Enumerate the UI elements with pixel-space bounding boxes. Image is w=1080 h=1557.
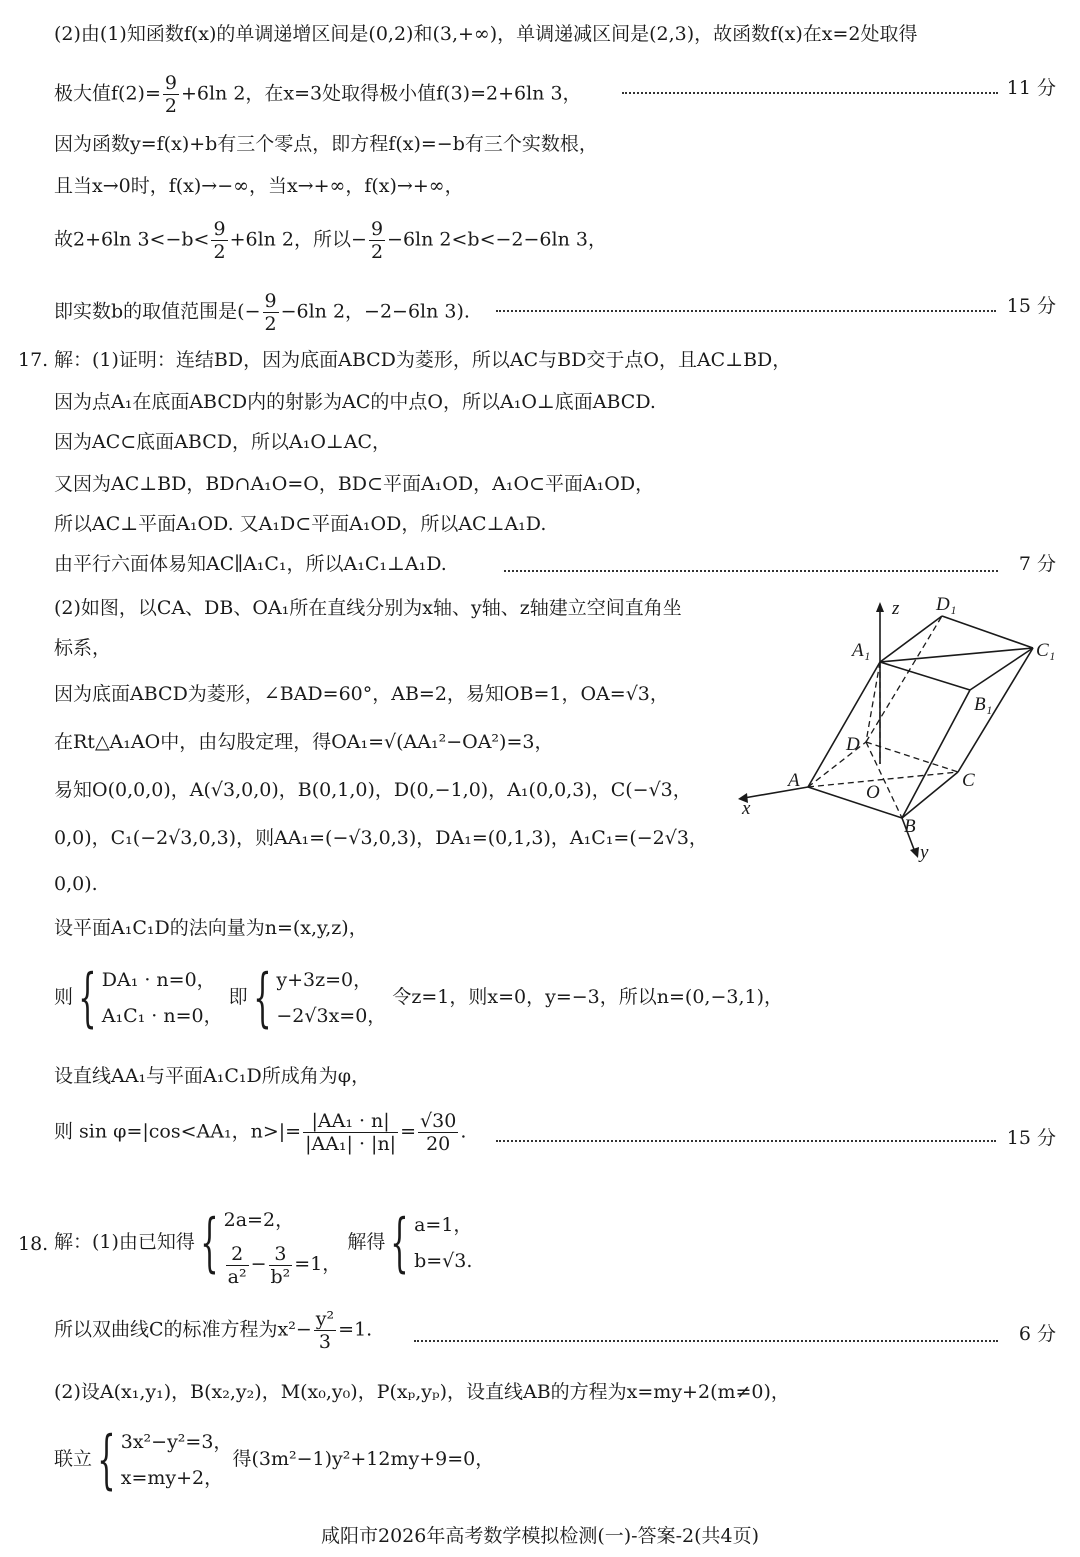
s17-line3: 因为AC⊂底面ABCD，所以A₁O⊥AC， (54, 431, 392, 453)
label-A1: A₁ (852, 640, 871, 661)
s16-min-text: +6ln 2，在x=3处取得极小值f(3)=2+6ln 3， (180, 82, 582, 105)
s16-line4: 且当x→0时，f(x)→−∞，当x→+∞，f(x)→+∞， (54, 175, 464, 197)
s17-line6: 由平行六面体易知AC∥A₁C₁，所以A₁C₁⊥A₁D. (54, 553, 447, 575)
edge-A1C1 (880, 648, 1033, 662)
fraction-y2-3: $\frac{\text{y²}}{3}$ (315, 1308, 335, 1353)
system-vector: DA₁ · n=0， A₁C₁ · n=0， (101, 969, 223, 1027)
edge-DD1-hidden (866, 616, 942, 742)
diag-AC-hidden (808, 772, 958, 787)
fraction-9-2: $\frac{9}{2}$ (264, 290, 277, 335)
edge-BC (902, 772, 958, 818)
dotted-leader (504, 570, 998, 572)
s18-line4: 联立{ 3x²−y²=3， x=my+2， 得(3m²−1)y²+12my+9=0， (54, 1423, 495, 1497)
s17-system-line: 则{ DA₁ · n=0， A₁C₁ · n=0， 即{ y+3z=0， −2√3x=0， 令z=1，则x=0，y=−3，所以n=(0,−3,1)， (54, 961, 784, 1035)
question-number-17: 17. (18, 349, 49, 371)
y-axis-arrow (910, 847, 919, 858)
system-given: 2a=2， $\frac{2}{\text{a²}}$ − $\frac{3}{\text{b²}}$ =1， (223, 1209, 342, 1288)
edge-D1C1 (942, 616, 1033, 648)
left-brace: { (390, 1205, 409, 1280)
label-y: y (920, 842, 929, 863)
score-6: 6 分 (1018, 1323, 1056, 1345)
s16-max-text: 极大值f(2)= (54, 82, 161, 105)
edge-AB (808, 787, 902, 818)
system-solution: a=1， b=√3. (414, 1213, 473, 1272)
fraction-sqrt30-20: $\frac{√30}{20}$ (420, 1110, 457, 1155)
left-brace: { (78, 961, 97, 1035)
parallelepiped-figure (730, 592, 1070, 872)
score-11: 11 分 (1006, 77, 1056, 99)
s17-p2-line2: 标系， (54, 637, 112, 659)
s16-line6: 即实数b的取值范围是(− $\frac{9}{2}$ −6ln 2，−2−6ln 3). (54, 290, 470, 335)
s17-line1: 解：(1)证明：连结BD，因为底面ABCD为菱形，所以AC与BD交于点O，且AC⊥BD， (54, 349, 792, 371)
s17-p2-line3: 因为底面ABCD为菱形，∠BAD=60°，AB=2，易知OB=1，OA=√3， (54, 683, 669, 705)
label-D: D (846, 734, 860, 755)
fraction-dot-over-norms: $\frac{\text{|AA₁ · n|}}{\text{|AA₁| · |n|}}$ (305, 1110, 397, 1155)
fraction-9-2: $\frac{9}{2}$ (164, 72, 177, 117)
fraction-9-2: $\frac{9}{2}$ (370, 218, 384, 263)
score-15: 15 分 (1006, 295, 1056, 317)
s17-p2-line1: (2)如图，以CA、DB、OA₁所在直线分别为x轴、y轴、z轴建立空间直角坐 (54, 597, 682, 619)
dotted-leader (496, 1140, 996, 1142)
s17-p2-line7: 0,0). (54, 873, 98, 895)
edge-A1B1 (880, 662, 970, 690)
s16-line5: 故2+6ln 3<−b< $\frac{9}{2}$ +6ln 2，所以− $\frac{9}{2}$ −6ln 2<b<−2−6ln 3， (54, 218, 607, 263)
fraction-3-b2: $\frac{3}{\text{b²}}$ (270, 1242, 291, 1288)
s17-sin-line: 则 sin φ=|cos<AA₁，n>|= $\frac{\text{|AA₁ · n|}}{\text{|AA₁| · |n|}}$ = $\frac{√30}{20}$ . (54, 1110, 467, 1155)
score-7: 7 分 (1018, 553, 1056, 575)
fraction-9-2: $\frac{9}{2}$ (213, 218, 226, 263)
label-A: A (788, 770, 800, 791)
label-x: x (742, 798, 751, 819)
page-footer: 咸阳市2026年高考数学模拟检测(一)-答案-2(共4页) (320, 1525, 760, 1547)
s16-p2-line2 (54, 72, 582, 117)
label-D1: D₁ (936, 594, 957, 615)
dotted-leader (496, 310, 996, 312)
s17-line5: 所以AC⊥平面A₁OD. 又A₁D⊂平面A₁OD，所以AC⊥A₁D. (54, 513, 547, 535)
s16-line3: 因为函数y=f(x)+b有三个零点，即方程f(x)=−b有三个实数根， (54, 133, 598, 155)
s16-p2-line1: (2)由(1)知函数f(x)的单调递增区间是(0,2)和(3,+∞)，单调递减区间是(2,3)，故函数f(x)在x=2处取得 (54, 23, 918, 45)
label-B1: B₁ (974, 694, 993, 715)
label-z: z (892, 598, 900, 619)
s18-line3: (2)设A(x₁,y₁)，B(x₂,y₂)，M(x₀,y₀)，P(xₚ,yₚ)，设直线AB的方程为x=my+2(m≠0)， (54, 1381, 790, 1403)
dotted-leader (414, 1340, 998, 1342)
label-C: C (962, 770, 975, 791)
edge-BB1 (902, 690, 970, 818)
left-brace: { (200, 1205, 219, 1280)
s18-line2: 所以双曲线C的标准方程为x²− $\frac{\text{y²}}{3}$ =1. (54, 1308, 373, 1353)
dotted-leader (622, 92, 998, 94)
edge-B1C1 (970, 648, 1033, 690)
s17-line2: 因为点A₁在底面ABCD内的射影为AC的中点O，所以A₁O⊥底面ABCD. (54, 391, 656, 413)
left-brace: { (97, 1423, 116, 1497)
score-15: 15 分 (1006, 1127, 1056, 1149)
s17-p2-line6: 0,0)，C₁(−2√3,0,3)，则AA₁=(−√3,0,3)，DA₁=(0,1,3)，A₁C₁=(−2√3， (54, 827, 708, 849)
s17-p2-line8: 设平面A₁C₁D的法向量为n=(x,y,z)， (54, 917, 368, 939)
s18-line1: 解：(1)由已知得{ 2a=2， $\frac{2}{\text{a²}}$ − $\frac{3}{\text{b²}}$ =1， 解得{ a=1， b=√3. (54, 1198, 472, 1288)
s17-p2-line5: 易知O(0,0,0)，A(√3,0,0)，B(0,1,0)，D(0,−1,0)，A₁(0,0,3)，C(−√3， (54, 779, 692, 801)
s17-p2-line10: 设直线AA₁与平面A₁C₁D所成角为φ， (54, 1065, 371, 1087)
diag-BD-hidden (866, 742, 902, 818)
fraction-2-a2: $\frac{2}{\text{a²}}$ (227, 1242, 247, 1288)
system-scalar: y+3z=0， −2√3x=0， (276, 969, 387, 1027)
s17-line4: 又因为AC⊥BD，BD∩A₁O=O，BD⊂平面A₁OD，A₁O⊂平面A₁OD， (54, 473, 655, 495)
z-axis-arrow (876, 602, 884, 612)
left-brace: { (252, 961, 272, 1035)
label-C1: C₁ (1036, 640, 1056, 661)
edge-A1D1 (880, 616, 942, 662)
label-B: B (904, 816, 916, 837)
edge-CC1 (958, 648, 1033, 772)
system-combined: 3x²−y²=3， x=my+2， (120, 1431, 233, 1489)
s17-p2-line4: 在Rt△A₁AO中，由勾股定理，得OA₁=√(AA₁²−OA²)=3， (54, 731, 554, 753)
label-O: O (866, 782, 880, 803)
question-number-18: 18. (18, 1233, 49, 1255)
